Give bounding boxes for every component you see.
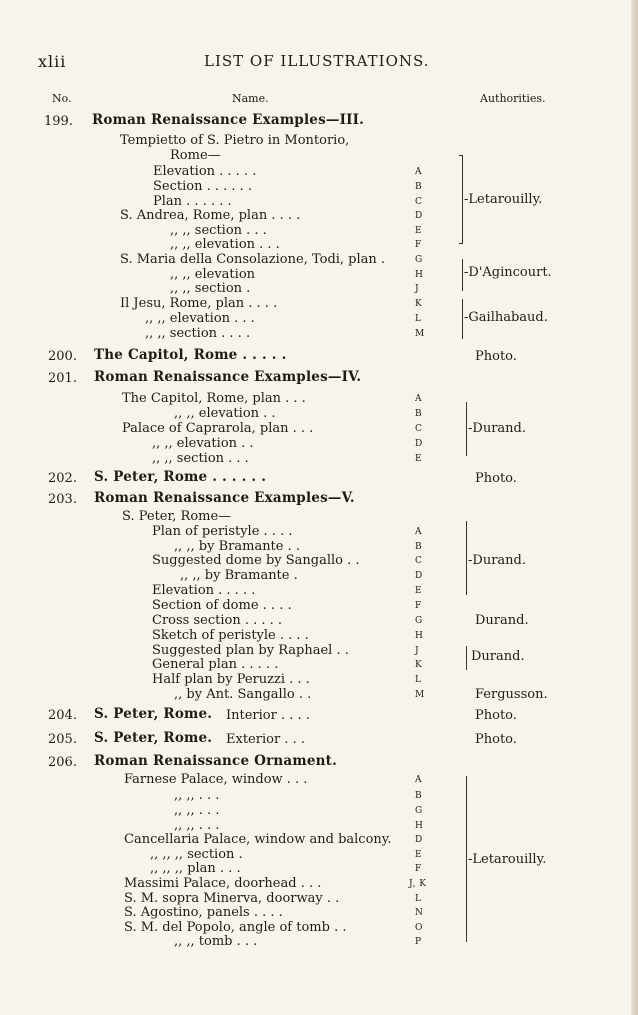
authority: -Durand. xyxy=(468,553,526,568)
page-title: LIST OF ILLUSTRATIONS. xyxy=(204,52,430,70)
entry-name: Rome— xyxy=(170,148,221,163)
entry-letter: H xyxy=(415,270,424,280)
brace-line xyxy=(462,155,463,243)
entry-letter: F xyxy=(415,601,422,611)
authority: Photo. xyxy=(475,708,517,723)
entry-name: Half plan by Peruzzi . . . xyxy=(152,672,310,687)
entry-name: ,, ,, . . . xyxy=(174,818,220,833)
entry-letter: K xyxy=(415,299,423,309)
section-title: S. Peter, Rome . . . . . . xyxy=(94,469,267,485)
entry-name: Suggested plan by Raphael . . xyxy=(152,643,349,658)
entry-letter: E xyxy=(415,226,423,236)
entry-name: Massimi Palace, doorhead . . . xyxy=(124,876,322,891)
entry-letter: B xyxy=(415,542,423,552)
entry-letter: D xyxy=(415,211,423,221)
entry-name: ,, ,, tomb . . . xyxy=(174,934,258,949)
page-edge xyxy=(631,0,638,1015)
entry-letter: A xyxy=(415,167,422,177)
entry-name: ,, ,, elevation xyxy=(170,267,256,282)
page-number: xlii xyxy=(38,52,67,71)
entry-name: Cross section . . . . . xyxy=(152,613,283,628)
authority: Durand. xyxy=(471,649,525,664)
entry-name: ,, ,, by Bramante . . xyxy=(174,539,301,554)
column-heading-authorities: Authorities. xyxy=(480,92,546,105)
entry-name: S. M. del Popolo, angle of tomb . . xyxy=(124,920,347,935)
entry-name: S. Agostino, panels . . . . xyxy=(124,905,283,920)
authority: -Gailhabaud. xyxy=(464,310,548,325)
entry-letter: J, K xyxy=(409,879,427,889)
entry-name: Cancellaria Palace, window and balcony. xyxy=(124,832,392,847)
section-title: The Capitol, Rome . . . . . xyxy=(94,347,287,363)
entry-name: ,, ,, by Bramante . xyxy=(180,568,298,583)
entry-name: Farnese Palace, window . . . xyxy=(124,772,308,787)
authority: Durand. xyxy=(475,613,529,628)
entry-letter: M xyxy=(415,690,425,700)
entry-letter: C xyxy=(415,424,423,434)
entry-letter: F xyxy=(415,240,422,250)
entry-letter: B xyxy=(415,409,423,419)
entry-name: ,, ,, elevation . . . xyxy=(170,237,280,252)
entry-name: Section . . . . . . xyxy=(153,179,253,194)
brace-line xyxy=(459,243,463,244)
authority: -D'Agincourt. xyxy=(464,265,552,280)
authority-name: D'Agincourt. xyxy=(468,265,552,280)
entry-name: ,, ,, elevation . . xyxy=(152,436,254,451)
entry-letter: O xyxy=(415,923,423,933)
entry-letter: L xyxy=(415,314,422,324)
entry-letter: B xyxy=(415,182,423,192)
section-number: 202. xyxy=(48,471,77,486)
brace-line xyxy=(459,155,463,156)
entry-letter: J xyxy=(415,646,420,656)
entry-letter: A xyxy=(415,775,422,785)
entry-letter: H xyxy=(415,631,424,641)
entry-letter: K xyxy=(415,660,423,670)
authority: -Durand. xyxy=(468,421,526,436)
entry-name: S. Andrea, Rome, plan . . . . xyxy=(120,208,301,223)
section-subtitle: Interior . . . . xyxy=(226,708,310,723)
entry-name: Elevation . . . . . xyxy=(152,583,256,598)
section-title: S. Peter, Rome. xyxy=(94,706,213,722)
entry-letter: N xyxy=(415,908,424,918)
section-number: 199. xyxy=(44,114,73,129)
section-title: Roman Renaissance Examples—V. xyxy=(94,490,355,506)
entry-letter: J xyxy=(415,284,420,294)
entry-name: ,, ,, elevation . . xyxy=(174,406,276,421)
entry-letter: A xyxy=(415,527,422,537)
entry-name: ,, ,, section . . . xyxy=(152,451,249,466)
entry-name: Section of dome . . . . xyxy=(152,598,292,613)
entry-letter: D xyxy=(415,835,423,845)
section-number: 201. xyxy=(48,371,77,386)
entry-name: ,, ,, section . xyxy=(170,281,251,296)
entry-name: ,, by Ant. Sangallo . . xyxy=(174,687,312,702)
entry-letter: G xyxy=(415,806,423,816)
section-number: 203. xyxy=(48,492,77,507)
section-number: 205. xyxy=(48,732,77,747)
section-title: S. Peter, Rome. xyxy=(94,730,213,746)
brace-line xyxy=(462,259,463,291)
brace-line xyxy=(466,521,467,595)
entry-letter: C xyxy=(415,197,423,207)
authority: Photo. xyxy=(475,349,517,364)
authority: -Letarouilly. xyxy=(468,852,547,867)
authority-name: Durand. xyxy=(472,421,526,436)
entry-name: ,, ,, . . . xyxy=(174,803,220,818)
authority-name: Letarouilly. xyxy=(468,192,543,207)
entry-letter: C xyxy=(415,556,423,566)
section-subtitle: Exterior . . . xyxy=(226,732,305,747)
entry-letter: G xyxy=(415,616,423,626)
section-number: 206. xyxy=(48,755,77,770)
column-heading-name: Name. xyxy=(232,92,269,105)
entry-letter: A xyxy=(415,394,422,404)
entry-name: S. Peter, Rome— xyxy=(122,509,232,524)
authority-name: Gailhabaud. xyxy=(468,310,548,325)
entry-name: ,, ,, section . . . xyxy=(170,223,267,238)
authority-name: Letarouilly. xyxy=(472,852,547,867)
entry-letter: P xyxy=(415,937,422,947)
entry-name: ,, ,, ,, section . xyxy=(150,847,243,862)
brace-line xyxy=(462,299,463,339)
entry-name: ,, ,, section . . . . xyxy=(145,326,251,341)
entry-name: Il Jesu, Rome, plan . . . . xyxy=(120,296,278,311)
authority: Fergusson. xyxy=(475,687,548,702)
entry-letter: F xyxy=(415,864,422,874)
entry-name: Elevation . . . . . xyxy=(153,164,257,179)
entry-name: ,, ,, . . . xyxy=(174,788,220,803)
authority: -Letarouilly. xyxy=(464,192,543,207)
entry-name: Sketch of peristyle . . . . xyxy=(152,628,309,643)
entry-name: ,, ,, elevation . . . xyxy=(145,311,255,326)
brace-line xyxy=(466,402,467,456)
brace-line xyxy=(466,646,467,670)
entry-letter: H xyxy=(415,821,424,831)
entry-letter: G xyxy=(415,255,423,265)
section-title: Roman Renaissance Examples—IV. xyxy=(94,369,362,385)
entry-letter: L xyxy=(415,675,422,685)
entry-name: ,, ,, ,, plan . . . xyxy=(150,861,241,876)
entry-letter: E xyxy=(415,850,423,860)
entry-name: The Capitol, Rome, plan . . . xyxy=(122,391,306,406)
entry-letter: E xyxy=(415,454,423,464)
entry-name: Tempietto of S. Pietro in Montorio, xyxy=(120,133,350,148)
entry-name: S. Maria della Consolazione, Todi, plan . xyxy=(120,252,386,267)
entry-letter: L xyxy=(415,894,422,904)
section-title: Roman Renaissance Examples—III. xyxy=(92,112,365,128)
authority-name: Durand. xyxy=(472,553,526,568)
entry-letter: E xyxy=(415,586,423,596)
section-number: 200. xyxy=(48,349,77,364)
authority: Photo. xyxy=(475,471,517,486)
authority: Photo. xyxy=(475,732,517,747)
brace-line xyxy=(466,776,467,942)
entry-letter: D xyxy=(415,571,423,581)
entry-name: Suggested dome by Sangallo . . xyxy=(152,553,360,568)
entry-letter: M xyxy=(415,329,425,339)
entry-name: Plan . . . . . . xyxy=(153,194,232,209)
section-number: 204. xyxy=(48,708,77,723)
entry-letter: B xyxy=(415,791,423,801)
entry-name: S. M. sopra Minerva, doorway . . xyxy=(124,891,340,906)
section-title: Roman Renaissance Ornament. xyxy=(94,753,338,769)
entry-name: Palace of Caprarola, plan . . . xyxy=(122,421,314,436)
entry-name: Plan of peristyle . . . . xyxy=(152,524,293,539)
column-heading-no: No. xyxy=(52,92,72,105)
entry-name: General plan . . . . . xyxy=(152,657,279,672)
entry-letter: D xyxy=(415,439,423,449)
